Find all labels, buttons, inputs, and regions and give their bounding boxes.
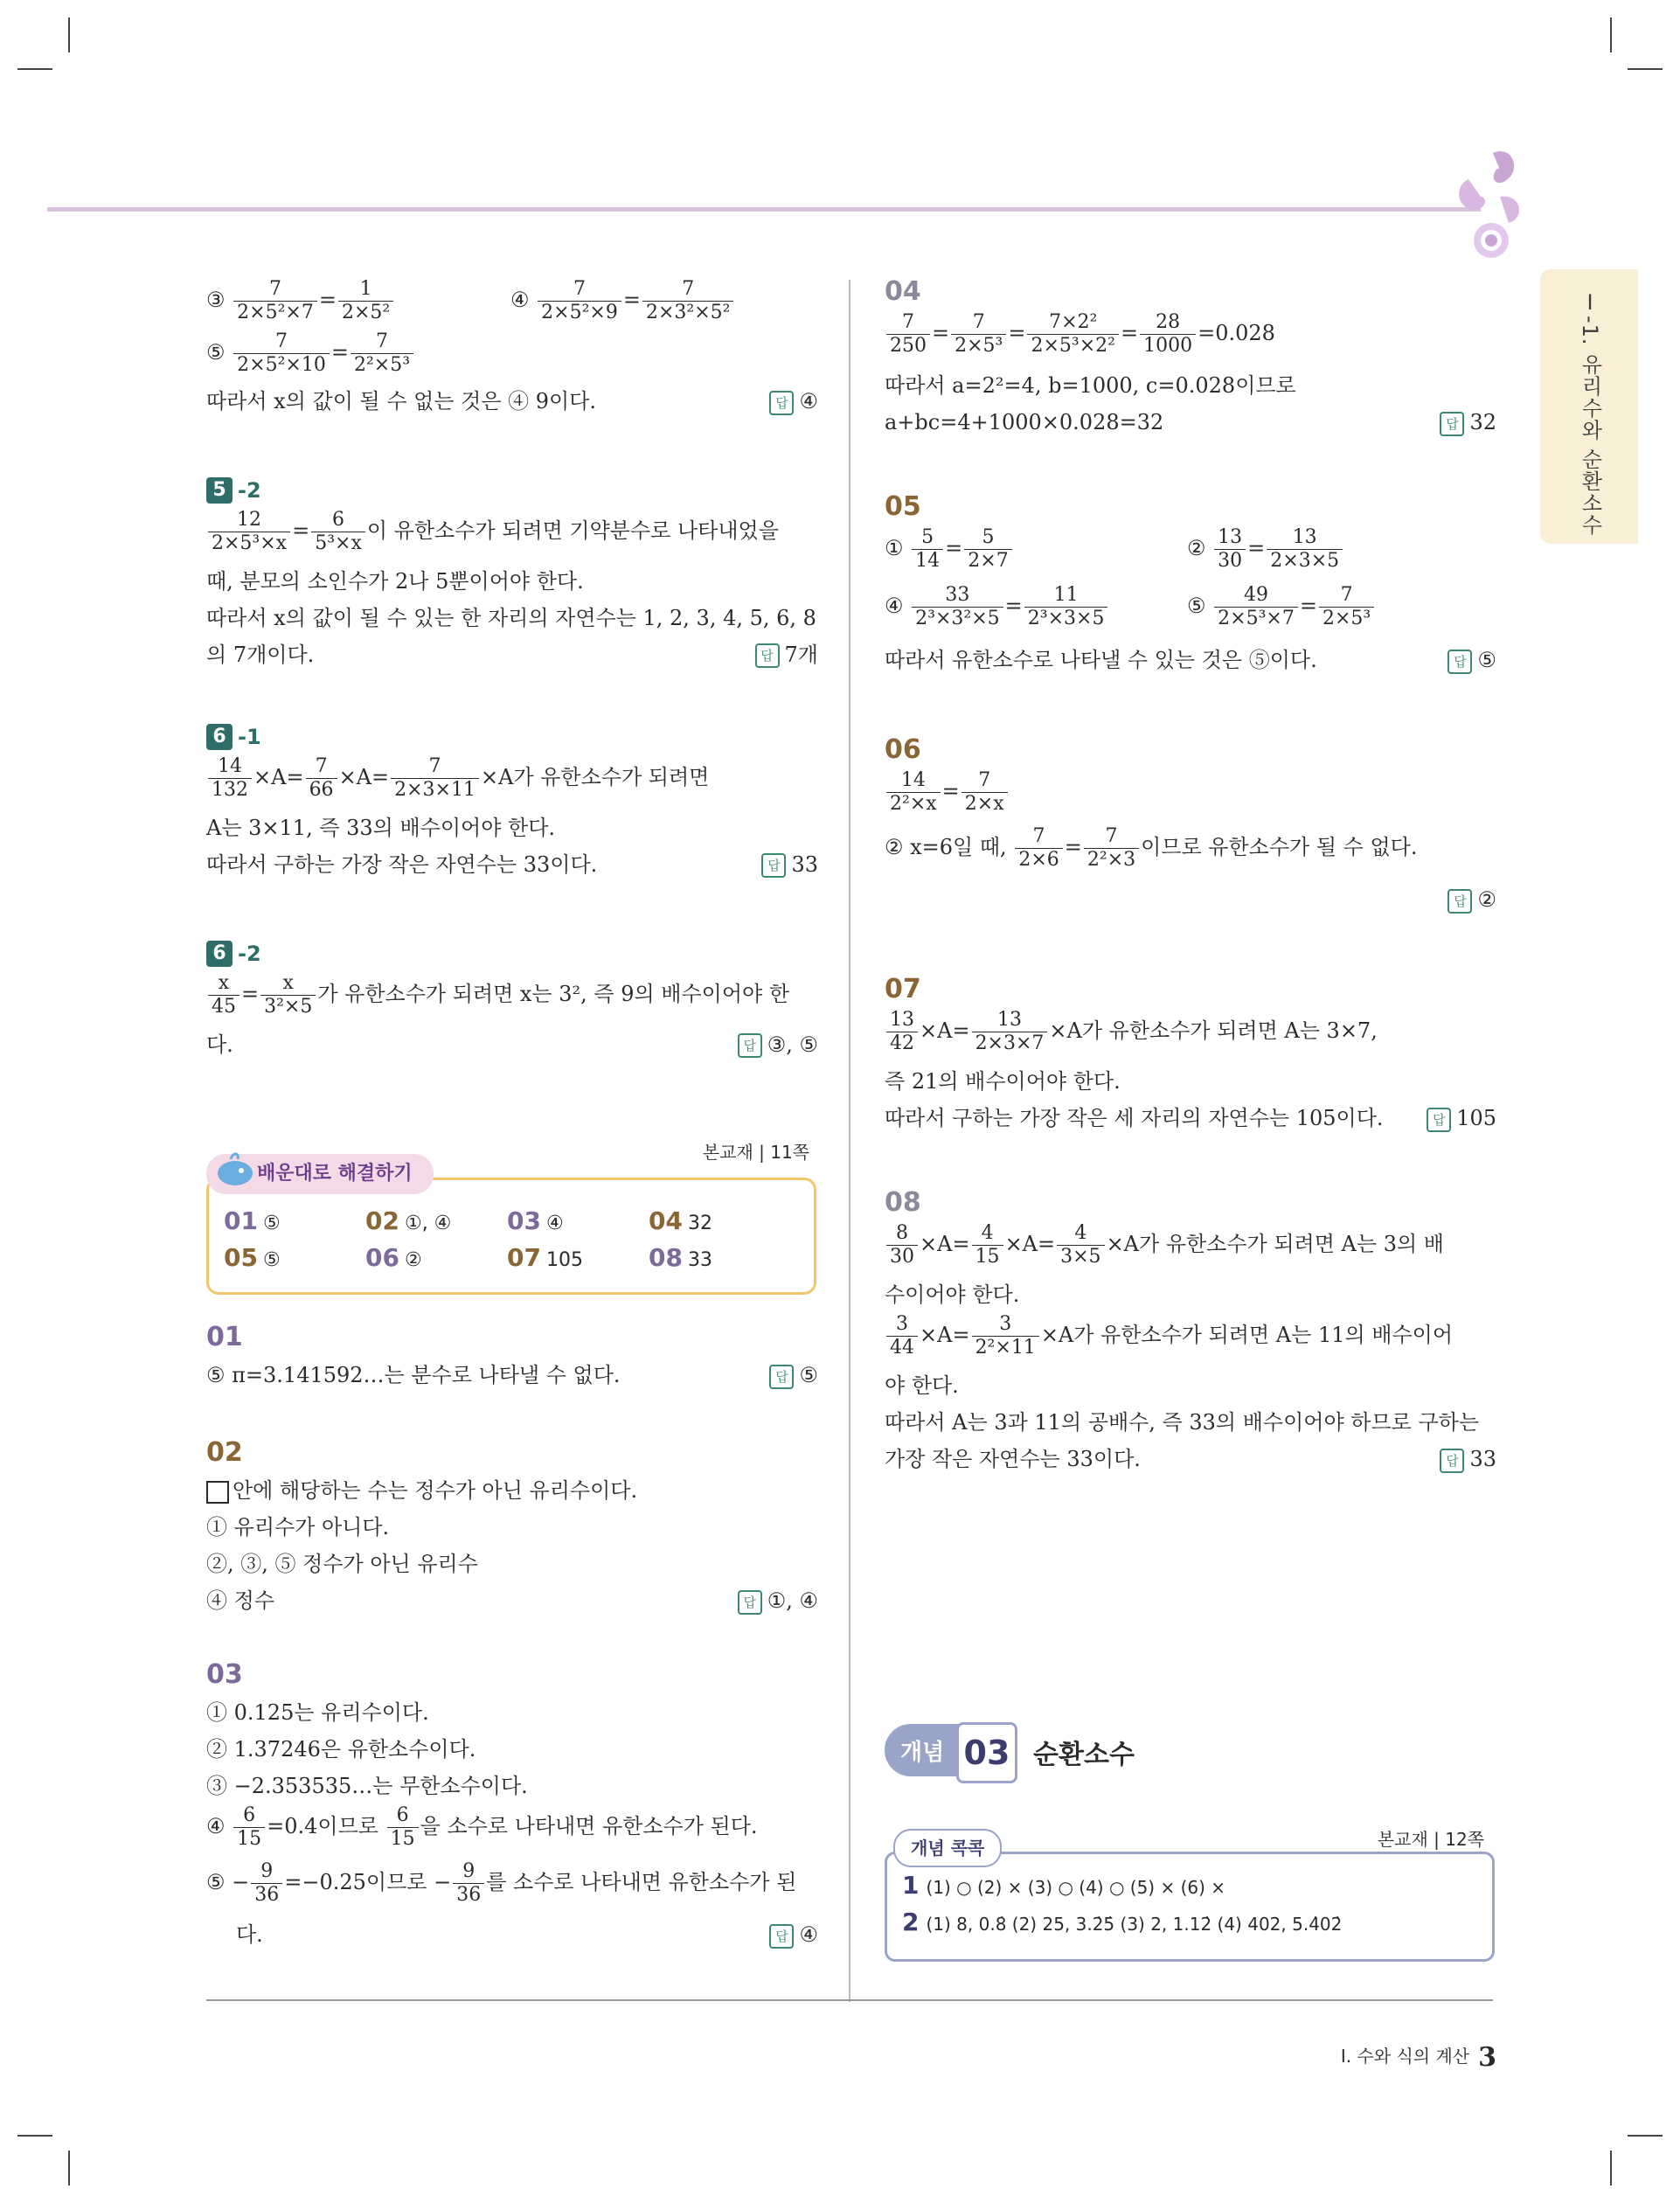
concept-check-tab: 개념 콕콕: [893, 1829, 1002, 1867]
chapter-side-tab: Ⅰ-1. 유리수와 순환소수: [1540, 269, 1638, 544]
whale-mascot-icon: [213, 1147, 257, 1191]
problem-6-2: 6 -2 $\frac{x}{45}$ = $\frac{x}{\text{3²×5}}$ 가 유한소수가 되려면 x는 3², 즉 9의 배수이어야 한 다. 답 ③, ⑤: [206, 934, 818, 1063]
crop-mark: [68, 2151, 70, 2186]
crop-mark: [17, 2135, 52, 2137]
answer-mark: 답 ⑤: [769, 1357, 818, 1393]
answer-mark: 답 ③, ⑤: [738, 1026, 818, 1063]
question-02: 02 안에 해당하는 수는 정수가 아닌 유리수이다. ① 유리수가 아니다. ②, ③, ⑤ 정수가 아닌 유리수 ④ 정수 답 ①, ④: [206, 1434, 818, 1619]
concept-check-box: [885, 1852, 1495, 1962]
question-08: 08 $\frac{8}{30}$ ×A= $\frac{4}{15}$ ×A= $\frac{4}{3\times 5}$ ×A가 유한소수가 되려면 A는 3의 배 수이어야 한다. $\frac{3}{44}$ ×A= $\frac{3}{\text{2²×11}}$ ×A가 유한소수가 되려면 A는 11의 배수이어 야 한다. 따라서 A는 3과 11의 공배수, 즉 33의 배수이어야 하므로 구하는 가장 작은 자연수는 33이다. 답 33: [885, 1184, 1496, 1477]
summary-answer-box: 배운대로 해결하기 본교재 | 11쪽 01 ⑤ 02 ①, ④ 03 ④ 04 32 05 ⑤ 06 ② 07 105 08 33: [206, 1138, 818, 1269]
crop-mark: [1610, 17, 1612, 52]
concept-title: 순환소수: [1033, 1740, 1135, 1770]
answer-mark: 답 32: [1440, 404, 1496, 441]
concept-check-row-2: 2 (1) 8, 0.8̇ (2) 25, 3.2̇5̇ (3) 2, 1.12̇ (4) 402, 5.4̇02̇: [902, 1908, 1343, 1936]
problem-6-1: 6 -1 $\frac{14}{132}$ ×A= $\frac{7}{66}$ ×A= $\frac{7}{2\times 3\times 11}$ ×A가 유한소수가 되려면 A는 3×11, 즉 33의 배수이어야 한다. 따라서 구하는 가장 작은 자연수는 33이다. 답 33: [206, 717, 818, 883]
question-04: 04 $\frac{7}{250}$ = $\frac{7}{\text{2×5³}}$ = $\frac{\text{7×2²}}{\text{2×5³×2²}}$ = $\frac{28}{1000}$ =0.028 따라서 a=2²=4, b=1000, c=0.028이므로 a+bc=4+1000×0.028=32 답 32: [885, 273, 1496, 441]
header-rule: [47, 207, 1481, 212]
question-03: 03 ① 0.125는 유리수이다. ② 1.37246은 유한소수이다. ③ −2.353535…는 무한소수이다. ④ $\frac{6}{15}$ =0.4이므로 $\frac{6}{15}$ 을 소수로 나타내면 유한소수가 된다. ⑤ − $\frac{9}{36}$ =−0.25이므로 − $\frac{9}{36}$ 를 소수로 나타내면 유한소수가 된 다. 답 ④: [206, 1656, 818, 1953]
problem-5-2: 5 -2 $\frac{12}{\text{2×5³×x}}$ = $\frac{6}{\text{5³×x}}$ 이 유한소수가 되려면 기약분수로 나타내었을 때, 분모의 소인수가 2나 5뿐이어야 한다. 따라서 x의 값이 될 수 있는 한 자리의 자연수는 1, 2, 3, 4, 5, 6, 8 의 7개이다. 답 7개: [206, 470, 818, 673]
question-06: 06 $\frac{14}{\text{2²×x}}$ = $\frac{7}{2\times x}$ ② x=6일 때, $\frac{7}{2\times 6}$ = $\frac{7}{\text{2²×3}}$ 이므로 유한소수가 될 수 없다. 답 ②: [885, 731, 1496, 881]
summary-tab: 배운대로 해결하기: [206, 1154, 434, 1194]
answer-mark: 답 105: [1427, 1100, 1496, 1136]
continued-solution: ③ $\frac{7}{\text{2×5²×7}}$ = $\frac{1}{\text{2×5²}}$ ④ $\frac{7}{\text{2×5²×9}}$ = $\frac{7}{\text{2×3²×5²}}$ ⑤ $\frac{7}{\text{2×5²×10}}$ = $\frac{7}{\text{2²×5³}}$ 따라서 x의 값이 될 수 없는 것은 ④ 9이다. 답 ④: [206, 278, 818, 420]
blank-box-icon: [206, 1481, 229, 1504]
answer-mark: 답 33: [761, 846, 818, 883]
question-05: 05 ① $\frac{5}{14}$ = $\frac{5}{2\times 7}$ ② $\frac{13}{30}$ = $\frac{13}{2\times 3\times 5}$ ④ $\frac{33}{\text{2³×3²×5}}$ = $\frac{11}{\text{2³×3×5}}$ ⑤ $\frac{49}{\text{2×5³×7}}$ = $\frac{7}{\text{2×5³}}$ 따라서 유한소수로 나타낼 수 있는 것은 ⑤이다. 답 ⑤: [885, 488, 1496, 678]
question-01: 01 ⑤ π=3.141592…는 분수로 나타낼 수 없다. 답 ⑤: [206, 1318, 818, 1393]
page-number: 3: [1478, 2042, 1496, 2073]
column-divider: [849, 280, 850, 2002]
answer-mark: 답 7개: [755, 636, 818, 673]
answer-mark: 답 ④: [769, 1916, 818, 1953]
page-footer: Ⅰ. 수와 식의 계산 3: [1340, 2042, 1496, 2073]
crop-mark: [1628, 2135, 1663, 2137]
concept-check-row-1: 1 (1) ○ (2) × (3) ○ (4) ○ (5) × (6) ×: [902, 1871, 1226, 1900]
question-07: 07 $\frac{13}{42}$ ×A= $\frac{13}{2\times 3\times 7}$ ×A가 유한소수가 되려면 A는 3×7, 즉 21의 배수이어야 한다. 따라서 구하는 가장 작은 세 자리의 자연수는 105이다. 답 105: [885, 970, 1496, 1136]
crop-mark: [1628, 68, 1663, 70]
crop-mark: [68, 17, 70, 52]
flower-ornament-icon: [1451, 144, 1530, 267]
answer-mark: 답 33: [1440, 1441, 1496, 1477]
answer-mark: 답 ②: [1447, 881, 1496, 918]
textbook-page-ref: 본교재 | 11쪽: [702, 1142, 809, 1163]
answer-mark: 답 ⑤: [1447, 642, 1496, 678]
crop-mark: [17, 68, 52, 70]
answer-mark: 답 ①, ④: [738, 1582, 818, 1619]
answer-mark: 답 ④: [769, 383, 818, 420]
footer-rule: [206, 1999, 1493, 2001]
crop-mark: [1610, 2151, 1612, 2186]
textbook-page-ref: 본교재 | 12쪽: [1377, 1829, 1484, 1850]
